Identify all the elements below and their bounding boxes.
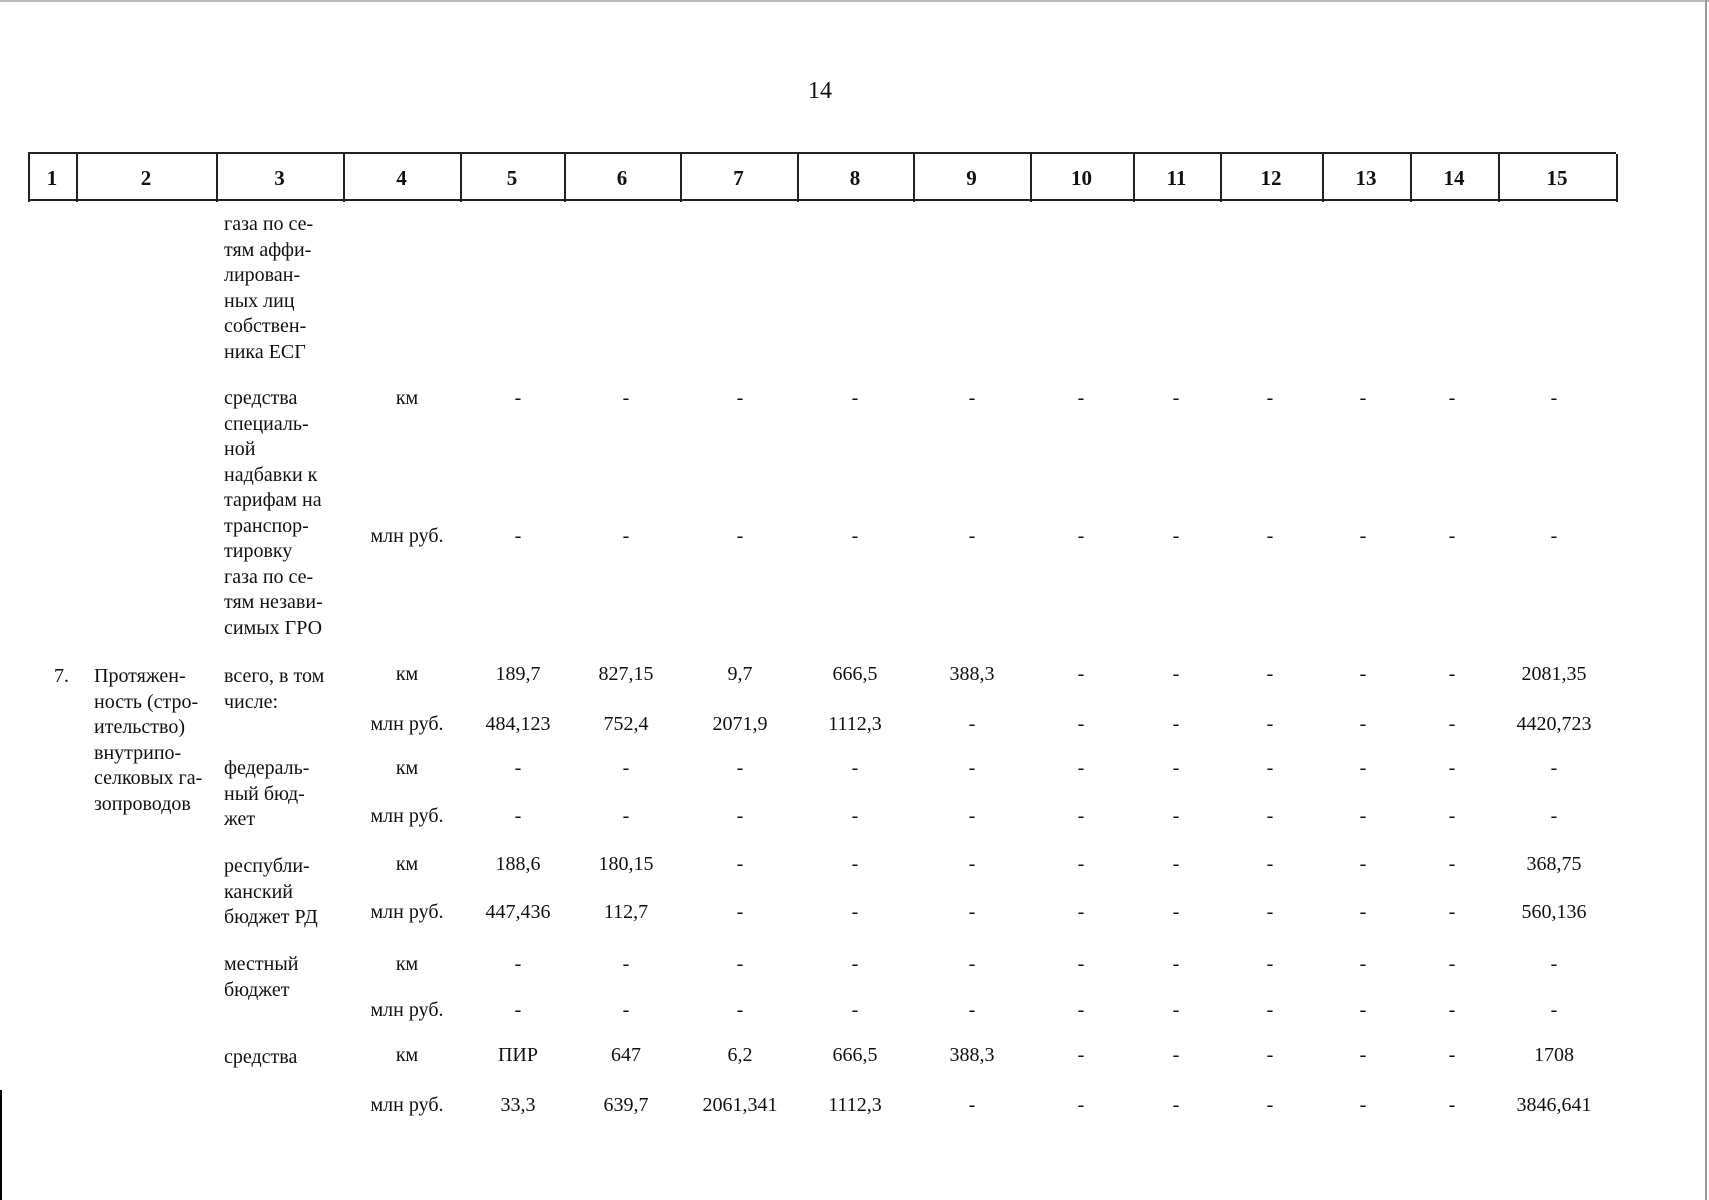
table-cell: - xyxy=(1359,901,1367,923)
table-cell: - xyxy=(1266,853,1274,875)
funding-source: средства xyxy=(224,1046,298,1068)
table-cell: 188,6 xyxy=(495,853,541,875)
table-cell: - xyxy=(1172,1044,1180,1066)
table-cell: - xyxy=(968,805,976,827)
table-cell: 2071,9 xyxy=(712,713,768,735)
unit-label: км xyxy=(395,1044,419,1066)
funding-source: местный бюджет xyxy=(224,953,299,1001)
table-cell: 388,3 xyxy=(949,1044,995,1066)
table-cell: - xyxy=(1359,1094,1367,1116)
table-cell: 752,4 xyxy=(603,713,649,735)
header-cell-10: 10 xyxy=(1071,166,1092,190)
table-cell: - xyxy=(514,387,522,409)
unit-label: км xyxy=(395,853,419,875)
table-cell: 1708 xyxy=(1534,1044,1574,1066)
funding-source: всего, в том числе: xyxy=(224,665,325,713)
table-cell: - xyxy=(1448,901,1456,923)
funding-source: средства специаль- ной надбавки к тарифам на транспор- тировку газа по се- тям незави- симых ГРО xyxy=(224,387,323,639)
table-cell: - xyxy=(968,525,976,547)
table-cell: - xyxy=(1077,1044,1085,1066)
table-cell: - xyxy=(851,757,859,779)
unit-label: млн руб. xyxy=(370,1094,444,1116)
table-cell: - xyxy=(1448,1094,1456,1116)
table-cell: - xyxy=(1448,999,1456,1021)
table-cell: - xyxy=(1077,757,1085,779)
table-cell: 4420,723 xyxy=(1516,713,1592,735)
table-cell: - xyxy=(514,757,522,779)
table-cell: 560,136 xyxy=(1521,901,1587,923)
row-number: 7. xyxy=(54,665,69,687)
table-cell: - xyxy=(968,387,976,409)
table-cell: - xyxy=(1077,805,1085,827)
table-cell: - xyxy=(1077,853,1085,875)
table-cell: - xyxy=(1172,1094,1180,1116)
table-cell: - xyxy=(851,525,859,547)
unit-label: км xyxy=(395,387,419,409)
table-cell: 666,5 xyxy=(832,1044,878,1066)
unit-label: млн руб. xyxy=(370,713,444,735)
table-cell: - xyxy=(1266,953,1274,975)
table-cell: - xyxy=(1266,901,1274,923)
table-cell: 1112,3 xyxy=(828,1094,882,1116)
table-cell: - xyxy=(1077,525,1085,547)
table-cell: 2081,35 xyxy=(1521,663,1587,685)
table-cell: - xyxy=(968,853,976,875)
header-cell-3: 3 xyxy=(274,166,285,190)
table-cell: 33,3 xyxy=(500,1094,536,1116)
table-cell: - xyxy=(1448,713,1456,735)
table-cell: - xyxy=(968,953,976,975)
table-cell: - xyxy=(622,805,630,827)
table-cell: - xyxy=(1172,853,1180,875)
table-cell: - xyxy=(1359,713,1367,735)
header-cell-5: 5 xyxy=(506,166,518,190)
header-divider xyxy=(1616,154,1618,202)
table-cell: - xyxy=(968,713,976,735)
unit-label: млн руб. xyxy=(370,999,444,1021)
table-cell: 2061,341 xyxy=(702,1094,778,1116)
header-cell-11: 11 xyxy=(1166,166,1187,190)
table-cell: - xyxy=(1359,953,1367,975)
table-cell: 647 xyxy=(611,1044,641,1066)
table-cell: - xyxy=(622,387,630,409)
table-cell: - xyxy=(736,757,744,779)
unit-label: км xyxy=(395,663,419,685)
table-cell: - xyxy=(1448,663,1456,685)
table-cell: - xyxy=(1359,999,1367,1021)
table-cell: - xyxy=(851,999,859,1021)
header-cell-7: 7 xyxy=(733,166,744,190)
table-cell: - xyxy=(851,953,859,975)
table-cell: 666,5 xyxy=(832,663,878,685)
table-cell: 484,123 xyxy=(485,713,551,735)
table-cell: - xyxy=(1359,757,1367,779)
table-cell: - xyxy=(1359,805,1367,827)
table-cell: - xyxy=(1172,387,1180,409)
table-cell: - xyxy=(1172,757,1180,779)
table-cell: - xyxy=(968,1094,976,1116)
table-cell: - xyxy=(1448,853,1456,875)
table-cell: - xyxy=(1448,1044,1456,1066)
table-cell: - xyxy=(1448,757,1456,779)
table-cell: 368,75 xyxy=(1526,853,1582,875)
table-cell: - xyxy=(514,805,522,827)
table-cell: - xyxy=(1550,805,1558,827)
table-cell: - xyxy=(968,999,976,1021)
table-cell: - xyxy=(1448,525,1456,547)
table-cell: - xyxy=(851,387,859,409)
funding-source: газа по се- тям аффи- лирован- ных лиц собствен- ника ЕСГ xyxy=(224,213,314,363)
table-cell: - xyxy=(1359,1044,1367,1066)
table-cell: - xyxy=(514,953,522,975)
table-cell: - xyxy=(1077,1094,1085,1116)
table-cell: - xyxy=(1266,713,1274,735)
table-cell: - xyxy=(1266,663,1274,685)
table-cell: - xyxy=(1550,387,1558,409)
table-cell: - xyxy=(1448,953,1456,975)
table-cell: - xyxy=(1077,953,1085,975)
table-cell: - xyxy=(514,999,522,1021)
table-cell: - xyxy=(1550,525,1558,547)
header-cell-13: 13 xyxy=(1355,166,1377,190)
header-cell-15: 15 xyxy=(1546,166,1568,190)
table-cell: - xyxy=(1172,663,1180,685)
table-cell: - xyxy=(851,901,859,923)
header-cell-14: 14 xyxy=(1443,166,1465,190)
table-cell: - xyxy=(1448,805,1456,827)
table-cell: - xyxy=(1172,713,1180,735)
table-cell: 6,2 xyxy=(727,1044,753,1066)
table-cell: - xyxy=(1077,901,1085,923)
table-cell: - xyxy=(1266,1094,1274,1116)
header-cell-1: 1 xyxy=(46,166,58,190)
table-cell: - xyxy=(622,999,630,1021)
table-cell: - xyxy=(1359,387,1367,409)
table-cell: - xyxy=(1550,757,1558,779)
table-cell: 112,7 xyxy=(603,901,649,923)
table-cell: - xyxy=(1077,713,1085,735)
scan-edge-top xyxy=(0,0,1709,2)
table-cell: 827,15 xyxy=(598,663,654,685)
unit-label: км xyxy=(395,953,419,975)
table-cell: - xyxy=(1359,663,1367,685)
table-cell: - xyxy=(514,525,522,547)
table-cell: - xyxy=(736,525,744,547)
table-cell: - xyxy=(622,525,630,547)
page-number: 14 xyxy=(808,78,832,104)
table-cell: - xyxy=(851,853,859,875)
header-cell-8: 8 xyxy=(849,166,861,190)
table-cell: 639,7 xyxy=(603,1094,649,1116)
table-cell: - xyxy=(1550,999,1558,1021)
funding-source: республи- канский бюджет РД xyxy=(224,855,318,928)
table-cell: - xyxy=(968,901,976,923)
funding-source: федераль- ный бюд- жет xyxy=(224,757,310,830)
table-cell: - xyxy=(1448,387,1456,409)
table-cell: ПИР xyxy=(497,1044,538,1066)
table-cell: - xyxy=(1266,1044,1274,1066)
table-cell: - xyxy=(1172,953,1180,975)
table-cell: - xyxy=(1077,663,1085,685)
scan-edge-right xyxy=(1705,0,1707,1200)
table-cell: - xyxy=(736,387,744,409)
header-cell-6: 6 xyxy=(616,166,628,190)
table-cell: - xyxy=(1359,525,1367,547)
unit-label: км xyxy=(395,757,419,779)
header-cell-2: 2 xyxy=(140,166,152,190)
table-cell: 447,436 xyxy=(485,901,551,923)
table-cell: - xyxy=(1266,757,1274,779)
header-cell-9: 9 xyxy=(966,166,977,190)
table-cell: - xyxy=(1172,901,1180,923)
table-cell: 388,3 xyxy=(949,663,995,685)
table-cell: - xyxy=(1077,999,1085,1021)
table-cell: - xyxy=(851,805,859,827)
table-cell: - xyxy=(1359,853,1367,875)
table-cell: - xyxy=(1266,525,1274,547)
header-cell-4: 4 xyxy=(396,166,407,190)
table-cell: 1112,3 xyxy=(828,713,882,735)
table-cell: - xyxy=(736,853,744,875)
unit-label: млн руб. xyxy=(370,525,444,547)
unit-label: млн руб. xyxy=(370,901,444,923)
table-cell: - xyxy=(1077,387,1085,409)
table-cell: - xyxy=(736,805,744,827)
table-cell: - xyxy=(1550,953,1558,975)
table-cell: 3846,641 xyxy=(1516,1094,1592,1116)
table-cell: 9,7 xyxy=(727,663,753,685)
table-cell: - xyxy=(736,901,744,923)
table-cell: - xyxy=(736,999,744,1021)
indicator-name: Протяжен- ность (стро- ительство) внутрипо- селковых га- зопроводов xyxy=(94,665,203,815)
header-top-rule xyxy=(28,152,1616,154)
table-cell: - xyxy=(622,953,630,975)
table-cell: - xyxy=(622,757,630,779)
table-cell: - xyxy=(1266,999,1274,1021)
table-cell: 180,15 xyxy=(598,853,654,875)
scan-edge-left xyxy=(0,1090,2,1200)
table-cell: - xyxy=(1172,805,1180,827)
unit-label: млн руб. xyxy=(370,805,444,827)
table-cell: - xyxy=(736,953,744,975)
table-cell: - xyxy=(968,757,976,779)
table-cell: - xyxy=(1266,387,1274,409)
table-cell: - xyxy=(1172,999,1180,1021)
table-cell: - xyxy=(1266,805,1274,827)
table-cell: - xyxy=(1172,525,1180,547)
table-cell: 189,7 xyxy=(495,663,541,685)
header-cell-12: 12 xyxy=(1260,166,1282,190)
